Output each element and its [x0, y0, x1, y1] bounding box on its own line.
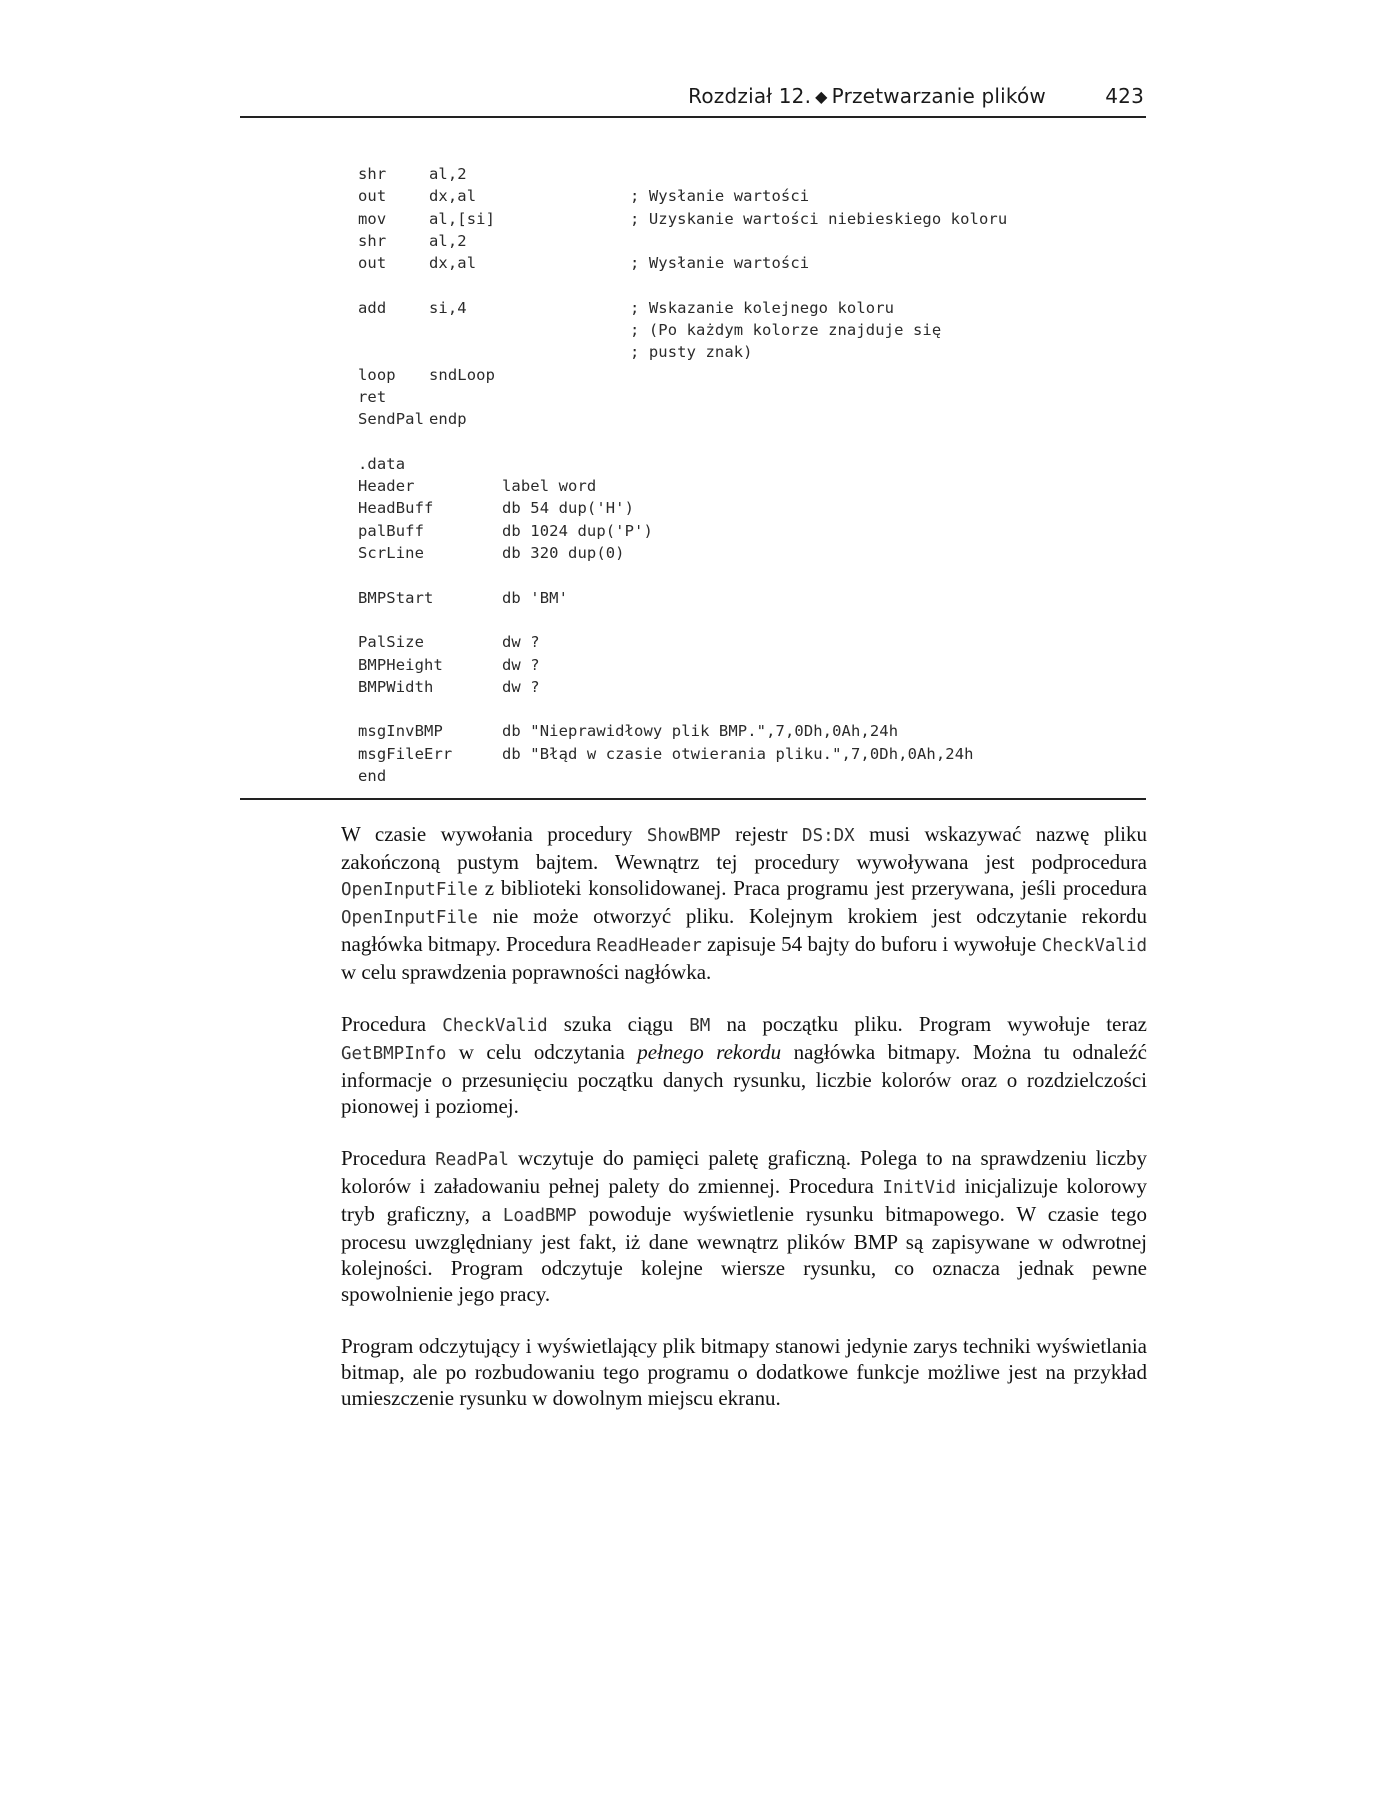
- code-inline: GetBMPInfo: [341, 1044, 447, 1064]
- code-line: [358, 163, 1118, 185]
- diamond-icon: ◆: [815, 87, 828, 106]
- code-var-name: HeadBuff: [358, 499, 434, 518]
- code-var-name: BMPHeight: [358, 655, 443, 674]
- code-var-name: PalSize: [358, 633, 425, 652]
- code-line: [358, 408, 1118, 430]
- text-run: musi wskazywać nazwę pliku zakończoną pustym bajtem. Wewnątrz tej procedury wywoływana jest podprocedura: [341, 822, 1147, 874]
- code-blank-line: [358, 564, 1118, 586]
- chapter-title: [688, 84, 1046, 108]
- code-line: [358, 765, 1118, 787]
- code-comment: ; Wysłanie wartości: [630, 254, 810, 273]
- code-line: [358, 319, 1118, 341]
- code-var-def: db 1024 dup('P'): [502, 521, 653, 540]
- code-arg: dx,al: [429, 187, 477, 206]
- code-var-def: db 'BM': [502, 588, 569, 607]
- text-run: inicjalizuje kolorowy tryb graficzny, a: [341, 1174, 1147, 1226]
- code-inline: OpenInputFile: [341, 880, 478, 900]
- text-run: w celu sprawdzenia poprawności nagłówka.: [341, 960, 712, 984]
- text-run: rejestr: [720, 822, 803, 846]
- page-number: 423: [1105, 84, 1144, 108]
- code-line: [358, 386, 1118, 408]
- code-op: mov: [358, 209, 387, 228]
- code-line: [358, 297, 1118, 319]
- code-var-def: label word: [502, 477, 597, 496]
- code-op: ret: [358, 387, 387, 406]
- code-directive: .data: [358, 454, 406, 473]
- code-var-def: db 320 dup(0): [502, 544, 625, 563]
- code-blank-line: [358, 609, 1118, 631]
- code-line: [358, 475, 1118, 497]
- code-arg: al,2: [429, 231, 467, 250]
- code-var-name: msgFileErr: [358, 744, 453, 763]
- code-inline: CheckValid: [1041, 936, 1148, 956]
- code-var-def: dw ?: [502, 633, 540, 652]
- text-run: szuka ciągu: [547, 1012, 690, 1036]
- paragraph: [341, 821, 1147, 985]
- text-run: nagłówka bitmapy. Można tu odnaleźć informacje o przesunięciu początku danych rysunku, liczbie kolorów oraz o rozdzielczości pionowej i poziomej.: [341, 1040, 1148, 1118]
- code-comment: ; Wskazanie kolejnego koloru: [630, 298, 895, 317]
- code-var-name: BMPStart: [358, 588, 434, 607]
- code-line: [358, 654, 1118, 676]
- code-arg: al,[si]: [429, 209, 496, 228]
- text-run: z biblioteki konsolidowanej. Praca programu jest przerywana, jeśli procedura: [477, 876, 1147, 900]
- code-comment: ; Wysłanie wartości: [630, 187, 810, 206]
- code-var-def: dw ?: [502, 677, 540, 696]
- code-inline: DS:DX: [802, 826, 855, 846]
- code-op: out: [358, 187, 387, 206]
- code-var-name: Header: [358, 477, 415, 496]
- code-inline: ReadPal: [435, 1150, 509, 1170]
- code-line: [358, 587, 1118, 609]
- code-line: [358, 520, 1118, 542]
- text-run: wczytuje do pamięci paletę graficzną. Polega to na sprawdzeniu liczby kolorów i załadowaniu pełnej palety do zmiennej. Procedura: [341, 1146, 1147, 1198]
- chapter-name: Przetwarzanie plików: [831, 84, 1046, 108]
- code-arg: al,2: [429, 165, 467, 183]
- code-blank-line: [358, 698, 1118, 720]
- body-text: [341, 821, 1147, 1437]
- code-var-name: palBuff: [358, 521, 425, 540]
- code-line: [358, 453, 1118, 475]
- paragraph: [341, 1011, 1147, 1119]
- chapter-label: Rozdział 12.: [688, 84, 812, 108]
- code-line: [358, 497, 1118, 519]
- emphasis: pełnego rekordu: [637, 1040, 782, 1064]
- code-blank-line: [358, 274, 1118, 296]
- code-inline: ShowBMP: [646, 826, 721, 846]
- header-rule: [240, 116, 1146, 118]
- code-inline: OpenInputFile: [341, 908, 478, 928]
- code-arg: si,4: [429, 298, 467, 317]
- code-inline: InitVid: [882, 1178, 957, 1198]
- text-run: zapisuje 54 bajty do buforu i wywołuje: [701, 932, 1042, 956]
- code-comment: ; Uzyskanie wartości niebieskiego koloru: [630, 209, 1008, 228]
- code-line: [358, 743, 1118, 765]
- code-op: shr: [358, 231, 387, 250]
- code-arg: sndLoop: [429, 365, 496, 384]
- text-run: nie może otworzyć pliku. Kolejnym krokiem jest odczytanie rekordu nagłówka bitmapy. Procedura: [341, 904, 1147, 956]
- code-var-name: BMPWidth: [358, 677, 434, 696]
- code-var-def: db 54 dup('H'): [502, 499, 635, 518]
- code-comment: ; pusty znak): [630, 343, 753, 362]
- code-line: [358, 208, 1118, 230]
- code-line: [358, 676, 1118, 698]
- text-run: Procedura: [341, 1012, 443, 1036]
- code-op: shr: [358, 165, 387, 183]
- code-var-def: db "Błąd w czasie otwierania pliku.",7,0Dh,0Ah,24h: [502, 744, 974, 763]
- code-arg: endp: [429, 410, 467, 429]
- code-op: loop: [358, 365, 396, 384]
- code-var-def: db "Nieprawidłowy plik BMP.",7,0Dh,0Ah,24h: [502, 722, 899, 741]
- code-op: out: [358, 254, 387, 273]
- running-header: [240, 84, 1146, 118]
- paragraph: [341, 1145, 1147, 1307]
- code-line: [358, 542, 1118, 564]
- text-run: w celu odczytania: [446, 1040, 638, 1064]
- listing-end-rule: [240, 798, 1146, 800]
- text-run: W czasie wywołania procedury: [341, 822, 647, 846]
- code-inline: LoadBMP: [502, 1206, 577, 1226]
- code-line: [358, 185, 1118, 207]
- code-var-name: ScrLine: [358, 544, 425, 563]
- code-inline: BM: [689, 1016, 711, 1036]
- text-run: Procedura: [341, 1146, 436, 1170]
- code-line: [358, 252, 1118, 274]
- code-blank-line: [358, 431, 1118, 453]
- code-inline: ReadHeader: [596, 936, 702, 956]
- code-line: [358, 631, 1118, 653]
- code-comment: ; (Po każdym kolorze znajduje się: [630, 321, 942, 340]
- code-listing: [358, 163, 1118, 787]
- code-var-def: dw ?: [502, 655, 540, 674]
- code-line: [358, 341, 1118, 363]
- text-run: na początku pliku. Program wywołuje teraz: [710, 1012, 1147, 1036]
- code-line: [358, 720, 1118, 742]
- code-directive: end: [358, 767, 387, 786]
- code-op: SendPal: [358, 410, 425, 429]
- paragraph: Program odczytujący i wyświetlający plik bitmapy stanowi jedynie zarys techniki wyświetlania bitmap, ale po rozbudowaniu tego programu o dodatkowe funkcje możliwe jest na przykład umieszczenie rysunku w dowolnym miejscu ekranu.: [341, 1334, 1147, 1410]
- text-run: powoduje wyświetlenie rysunku bitmapowego. W czasie tego procesu uwzględniany jest fakt, iż dane wewnątrz plików BMP są zapisywane w odwrotnej kolejności. Program odczytuje kolejne wiersze rysunku, co oznacza jednak pewne spowolnienie jego pracy.: [341, 1202, 1147, 1306]
- code-arg: dx,al: [429, 254, 477, 273]
- code-line: [358, 230, 1118, 252]
- code-line: [358, 364, 1118, 386]
- code-op: add: [358, 298, 387, 317]
- code-var-name: msgInvBMP: [358, 722, 443, 741]
- code-inline: CheckValid: [442, 1016, 548, 1036]
